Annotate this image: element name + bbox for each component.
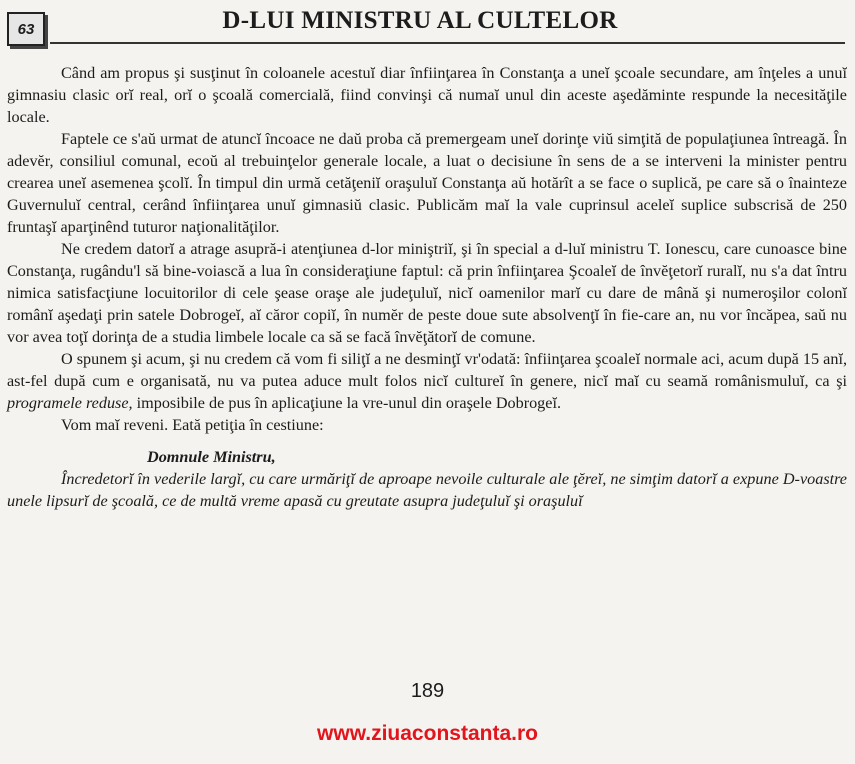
paragraph-5: Vom maĭ reveni. Eată petiţia în cestiune: xyxy=(61,416,324,434)
paragraph-4 xyxy=(7,348,847,414)
title-divider xyxy=(50,42,845,44)
page-title: D-LUI MINISTRU AL CULTELOR xyxy=(222,7,618,34)
paragraph-3: Ne credem datorĭ a atrage asupră-i atenţiunea d-lor miniştriĭ, şi în special a d-luĭ ministru T. Ionescu, care cunoasce bine Constanţa, rugându'l să bine-voiască a lua în consideraţiune faptul: că prin înfiinţarea Şcoaleĭ de învĕţetorĭ ruralĭ, nu s'a dat întru nimica satisfacţiune locuitorilor di cele şease oraşe ale judeţuluĭ, nicĭ oamenilor marĭ cu dare de mână şi numeroşilor colonĭ românĭ aşedaţi prin satele Dobrogeĭ, aĭ căror copiĭ, în numĕr de peste doue sute absolvenţĭ în fie-care an, nu vor încăpea, saŭ nu vor avea toţĭ dorinţa de a studia limbele locale ca să se facă învĕţătorĭ de comune. xyxy=(7,240,847,346)
paragraph-1: Când am propus şi susţinut în coloanele acestuĭ diar înfiinţarea în Constanţa a uneĭ şcoale secundare, am înţeles a unuĭ gimnasiu clasic orĭ real, orĭ o şcoală comercială, fiind convinşi că numaĭ unul din aceste aşedăminte respunde la necesităţile locale. xyxy=(7,64,847,126)
paragraph-4-text-b: imposibile de pus în aplicaţiune la vre-unul din oraşele Dobrogeĭ. xyxy=(132,394,562,412)
paragraph-4-italic: programele reduse, xyxy=(7,394,133,412)
letter-salutation: Domnule Ministru, xyxy=(147,448,276,466)
article-body xyxy=(7,62,847,512)
paragraph-2: Faptele ce s'aŭ urmat de atuncĭ încoace ne daŭ proba că premergeam uneĭ dorinţe viŭ simţită de populaţiunea întreagă. În adevĕr, consiliul comunal, ecoŭ al trebuinţelor generale locale, a luat o decisiune în sens de a se interveni la minister pentru crearea uneĭ asemenea şcolĭ. În timpul din urmă cetăţeniĭ oraşuluĭ Constanţa aŭ hotărît a se face o suplică, pe care să o înainteze Guvernuluĭ central, cerând înfiinţarea unuĭ gimnasiŭ clasic. Publicăm maĭ la vale cuprinsul aceleĭ suplice subscrisă de 250 fruntaşĭ aparţinênd tuturor naţionalităţilor. xyxy=(7,130,847,236)
page-badge: 63 xyxy=(7,12,45,46)
website-link[interactable]: www.ziuaconstanta.ro xyxy=(317,722,538,745)
page-number: 189 xyxy=(410,680,445,702)
letter-text: Încredetorĭ în vederile largĭ, cu care urmăriţĭ de aproape nevoile culturale ale ţĕreĭ, ne simţim datorĭ a expune D-voastre unele lipsurĭ de şcoală, ce de multă vreme apasă cu greutate asupra judeţuluĭ şi oraşuluĭ xyxy=(7,470,847,510)
paragraph-4-text-a: O spunem şi acum, şi nu credem că vom fi siliţĭ a ne desminţĭ vr'odată: înfiinţarea şcoaleĭ normale aci, acum după 15 anĭ, ast-fel după cum e organisată, nu va putea aduce mult folos nicĭ cultureĭ în genere, nicĭ maĭ cu seamă românismuluĭ, ca şi xyxy=(7,350,847,390)
